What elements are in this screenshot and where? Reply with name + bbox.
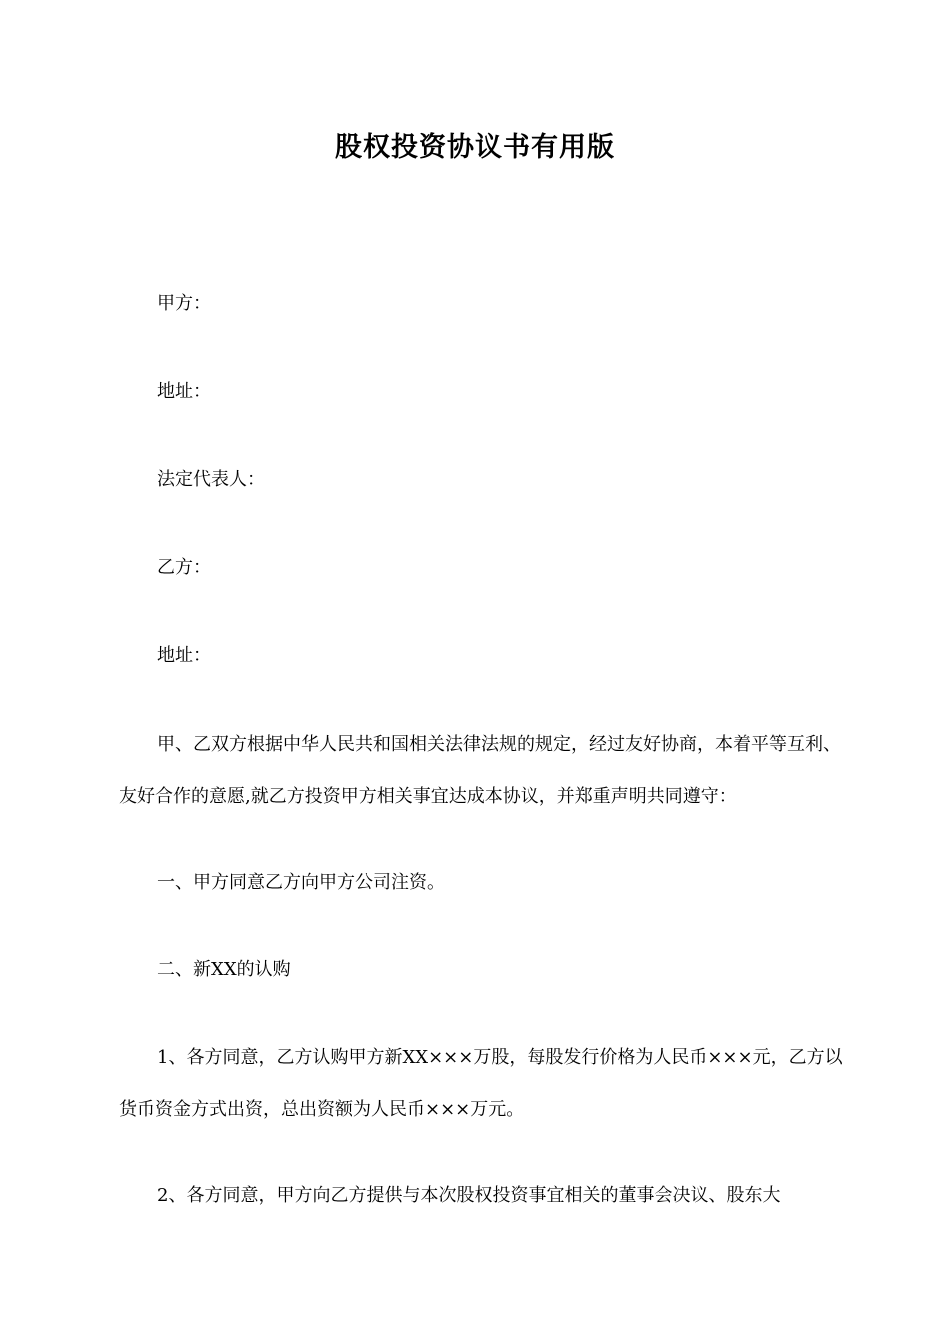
party-a-address-field: 地址： (157, 381, 211, 402)
party-b-address-field: 地址： (157, 645, 211, 666)
clause-2-1-paragraph: 1、各方同意，乙方认购甲方新XX×××万股，每股发行价格为人民币×××元，乙方以货币资金方式出资，总出资额为人民币×××万元。 (119, 1047, 843, 1120)
clause-2-heading: 二、新XX的认购 (157, 959, 291, 980)
document-title: 股权投资协议书有用版 (335, 132, 615, 163)
preamble-paragraph: 甲、乙双方根据中华人民共和国相关法律法规的规定，经过友好协商，本着平等互利、友好合作的意愿,就乙方投资甲方相关事宜达成本协议，并郑重声明共同遵守： (119, 734, 841, 807)
clause-2-2-paragraph: 2、各方同意，甲方向乙方提供与本次股权投资事宜相关的董事会决议、股东大 (157, 1185, 781, 1206)
legal-representative-field: 法定代表人： (157, 469, 265, 490)
party-a-field: 甲方： (157, 293, 211, 314)
clause-1-paragraph: 一、甲方同意乙方向甲方公司注资。 (157, 872, 445, 893)
party-b-field: 乙方： (157, 557, 211, 578)
